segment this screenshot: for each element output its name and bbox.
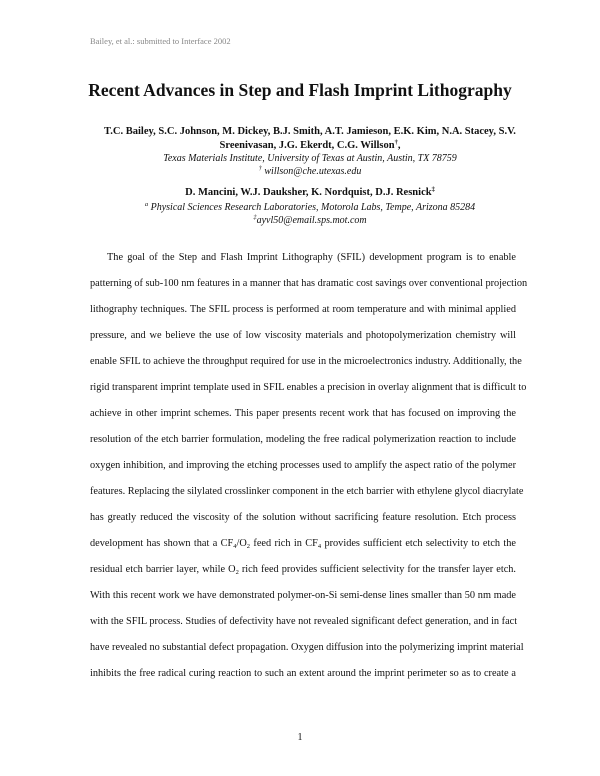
body-line: achieve in other imprint schemes. This paper presents recent work that has focused on improving the xyxy=(90,408,516,419)
body-line: resolution of the etch barrier formulation, modeling the free radical polymerization reaction to include xyxy=(90,434,516,445)
body-line: inhibits the free radical curing reaction to such an extent around the imprint perimeter so as to create a xyxy=(90,668,516,679)
running-header: Bailey, et al.: submitted to Interface 2002 xyxy=(90,36,231,46)
paper-title: Recent Advances in Step and Flash Imprint Lithography xyxy=(88,80,512,100)
body-line: enable SFIL to achieve the throughput required for use in the microelectronics industry. Additionally, the xyxy=(90,356,522,367)
affil-mark: a xyxy=(144,201,149,208)
author-list-1 xyxy=(90,125,530,153)
body-line: features. Replacing the silylated crosslinker component in the etch barrier with ethylene glycol diacrylate xyxy=(90,486,524,497)
affiliation-1: Texas Materials Institute, University of Texas at Austin, Austin, TX 78759 xyxy=(163,153,457,164)
body-line: patterning of sub-100 nm features in a manner that has dramatic cost savings over conventional projection xyxy=(90,278,528,289)
body-line: development has shown that a $CF_4/O_2$ feed rich in $CF_4$ provides sufficient etch selectivity to etch the xyxy=(90,538,517,550)
author-list-2: D. Mancini, W.J. Dauksher, K. Nordquist, D.J. Resnick‡ xyxy=(185,186,435,198)
affiliation-2: $^a$ Physical Sciences Research Laboratories, Motorola Labs, Tempe, Arizona 85284 xyxy=(144,201,476,213)
author-line: Sreenivasan, J.G. Ekerdt, C.G. Willson†, xyxy=(219,139,401,151)
body-line: has greatly reduced the viscosity of the solution without sacrificing feature resolution. Etch process xyxy=(90,512,516,523)
dagger-mark: † xyxy=(394,139,398,146)
email-2: ‡ayvl50@email.sps.mot.com xyxy=(253,214,367,226)
page-number: 1 xyxy=(297,732,303,743)
author-line: T.C. Bailey, S.C. Johnson, M. Dickey, B.J. Smith, A.T. Jamieson, E.K. Kim, N.A. Stacey, S.V. xyxy=(104,126,516,137)
body-line: lithography techniques. The SFIL process is performed at room temperature and with minimal applied xyxy=(90,304,516,315)
email-1: † willson@che.utexas.edu xyxy=(258,165,362,177)
body-line: pressure, and we believe the use of low viscosity materials and photopolymerization chemistry will xyxy=(90,330,516,341)
double-dagger-mark: ‡ xyxy=(431,186,435,193)
body-line: The goal of the Step and Flash Imprint Lithography (SFIL) development program is to enable xyxy=(107,252,516,263)
body-line: oxygen inhibition, and improving the etching processes used to amplify the aspect ratio of the polymer xyxy=(90,460,516,471)
dagger-mark: † xyxy=(258,165,262,172)
double-dagger-mark: ‡ xyxy=(253,214,257,221)
body-line: have revealed no substantial defect propagation. Oxygen diffusion into the polymerizing imprint material xyxy=(90,642,524,653)
body-line: residual etch barrier layer, while $O_2$ rich feed provides sufficient selectivity for the transfer layer etch. xyxy=(90,564,516,576)
body-line: rigid transparent imprint template used in SFIL enables a precision in overlay alignment that is difficult to xyxy=(90,382,527,393)
body-line: with the SFIL process. Studies of defectivity have not revealed significant defect generation, and in fact xyxy=(90,616,518,627)
body-line: With this recent work we have demonstrated polymer-on-Si semi-dense lines smaller than 50 nm made xyxy=(90,590,516,601)
